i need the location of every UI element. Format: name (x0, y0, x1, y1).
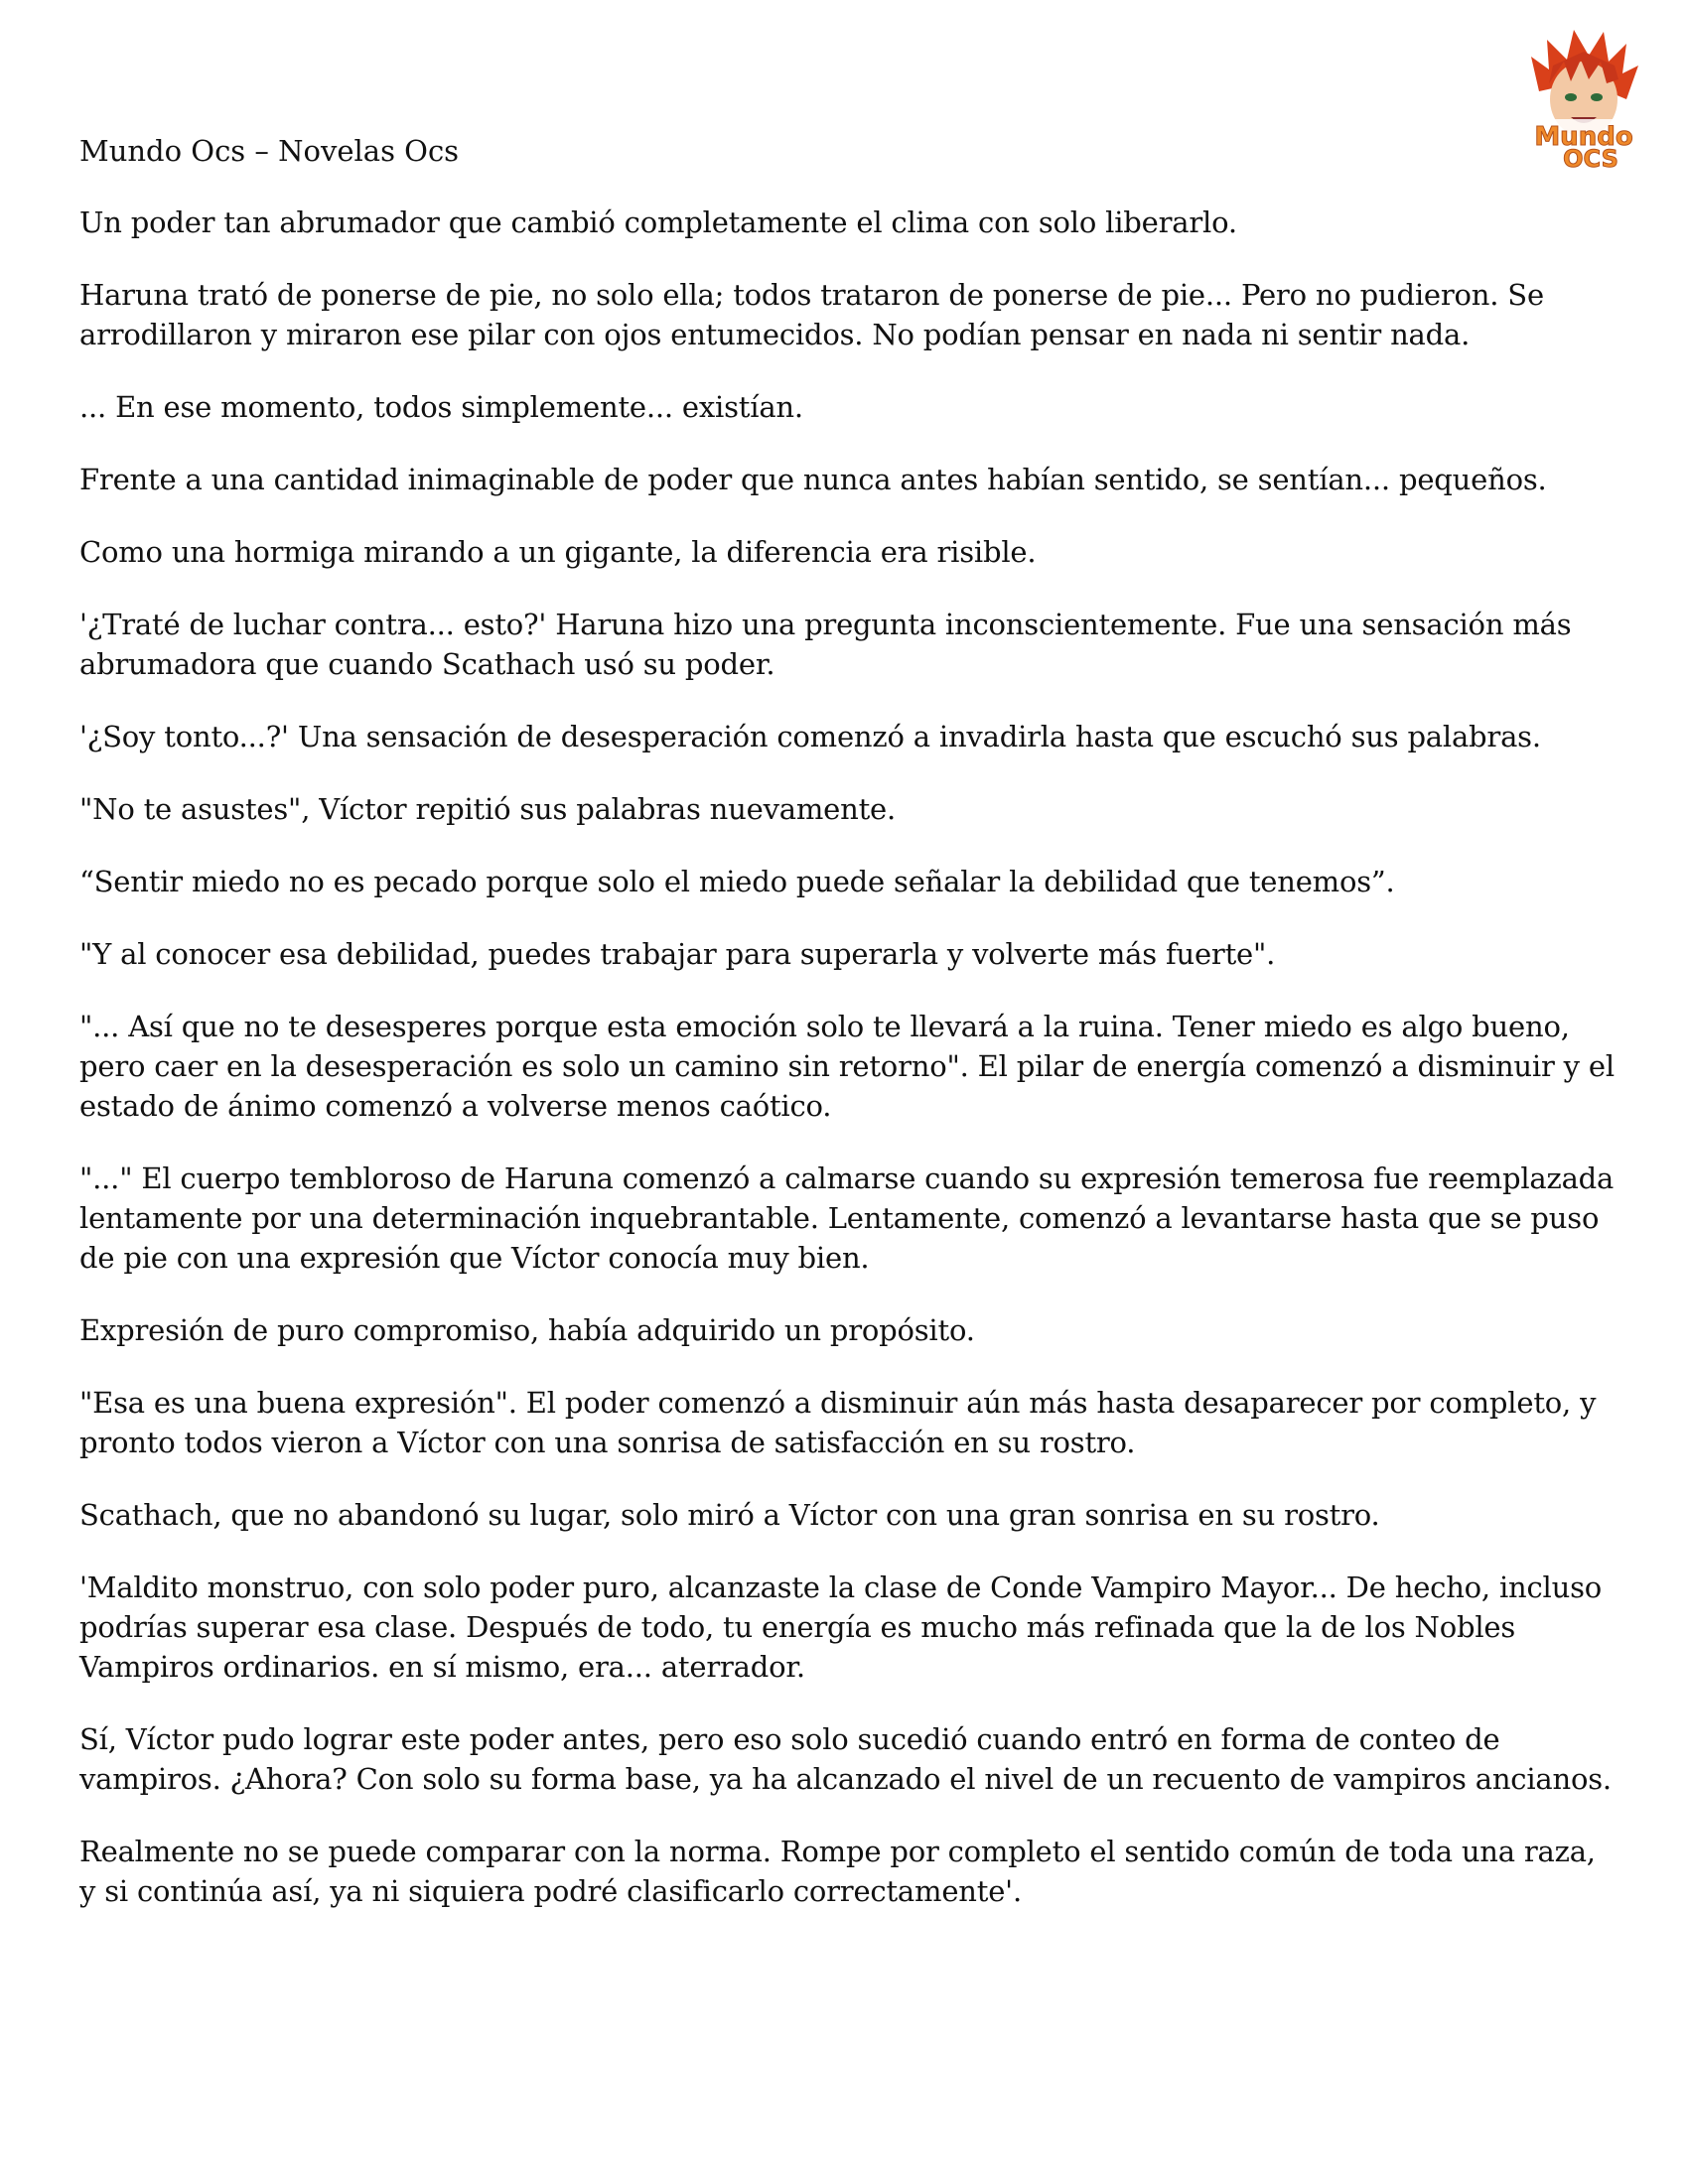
paragraph-13: Expresión de puro compromiso, había adquirido un propósito. (79, 1313, 975, 1347)
paragraph-11: "... Así que no te desesperes porque esta emoción solo te llevará a la ruina. Tener miedo es algo bueno, pero caer en la desesperación es solo un camino sin retorno". El pilar de energía comenzó a disminuir y el estado de ánimo comenzó a volverse menos caótico. (79, 1010, 1615, 1123)
logo-text-line1: Mundo (1534, 122, 1633, 152)
logo-eye-left (1565, 93, 1577, 101)
logo-text-line2: OCS (1563, 145, 1618, 173)
document-header: Mundo Ocs – Novelas Ocs (79, 134, 460, 168)
paragraph-7: '¿Soy tonto...?' Una sensación de desesperación comenzó a invadirla hasta que escuchó sus palabras. (79, 720, 1541, 753)
paragraph-10: "Y al conocer esa debilidad, puedes trabajar para superarla y volverte más fuerte". (79, 937, 1276, 971)
paragraph-14: "Esa es una buena expresión". El poder comenzó a disminuir aún más hasta desaparecer por completo, y pronto todos vieron a Víctor con una sonrisa de satisfacción en su rostro. (79, 1386, 1597, 1459)
paragraph-18: Realmente no se puede comparar con la norma. Rompe por completo el sentido común de toda una raza, y si continúa así, ya ni siquiera podré clasificarlo correctamente'. (79, 1835, 1596, 1908)
paragraph-4: Frente a una cantidad inimaginable de poder que nunca antes habían sentido, se sentían... pequeños. (79, 463, 1547, 496)
paragraph-17: Sí, Víctor pudo lograr este poder antes, pero eso solo sucedió cuando entró en forma de conteo de vampiros. ¿Ahora? Con solo su forma base, ya ha alcanzado el nivel de un recuento de vampiros ancianos. (79, 1722, 1612, 1796)
paragraph-15: Scathach, que no abandonó su lugar, solo miró a Víctor con una gran sonrisa en su rostro. (79, 1498, 1380, 1532)
paragraph-12: "..." El cuerpo tembloroso de Haruna comenzó a calmarse cuando su expresión temerosa fue reemplazada lentamente por una determinación inquebrantable. Lentamente, comenzó a levantarse hasta que se puso de pie con una expresión que Víctor conocía muy bien. (79, 1161, 1615, 1275)
paragraph-2: Haruna trató de ponerse de pie, no solo ella; todos trataron de ponerse de pie... Pero no pudieron. Se arrodillaron y miraron ese pilar con ojos entumecidos. No podían pensar en nada ni sentir nada. (79, 278, 1544, 351)
paragraph-5: Como una hormiga mirando a un gigante, la diferencia era risible. (79, 535, 1037, 569)
paragraph-6: '¿Traté de luchar contra... esto?' Haruna hizo una pregunta inconscientemente. Fue una sensación más abrumadora que cuando Scathach usó su poder. (79, 608, 1572, 681)
document-body (79, 131, 1618, 1944)
logo-eye-right (1591, 93, 1603, 101)
paragraph-16: 'Maldito monstruo, con solo poder puro, alcanzaste la clase de Conde Vampiro Mayor... De hecho, incluso podrías superar esa clase. Después de todo, tu energía es mucho más refinada que la de los Nobles Vampiros ordinarios. en sí mismo, era... aterrador. (79, 1570, 1603, 1684)
paragraph-8: "No te asustes", Víctor repitió sus palabras nuevamente. (79, 792, 897, 826)
paragraph-1: Un poder tan abrumador que cambió completamente el clima con solo liberarlo. (79, 205, 1237, 239)
paragraph-9: “Sentir miedo no es pecado porque solo el miedo puede señalar la debilidad que tenemos”. (79, 865, 1395, 898)
paragraph-3: ... En ese momento, todos simplemente... existían. (79, 390, 803, 424)
